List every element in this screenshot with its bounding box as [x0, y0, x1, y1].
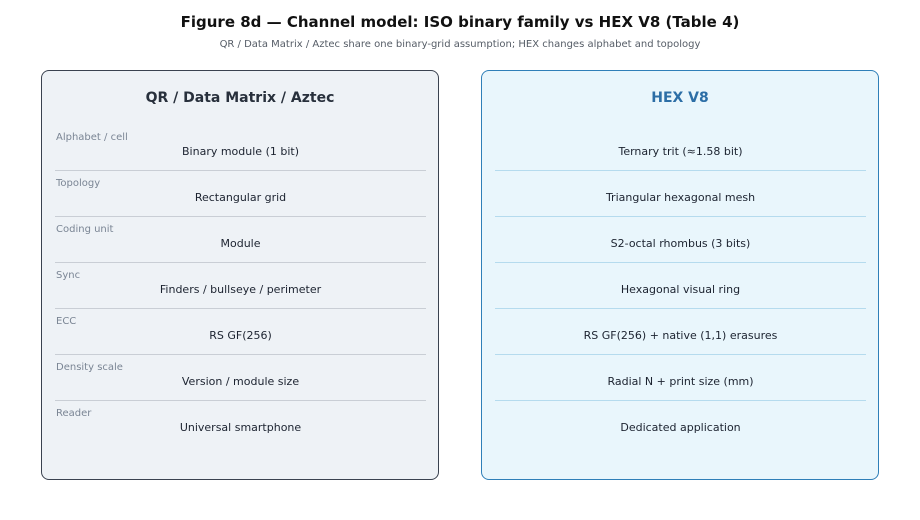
row-value: Dedicated application	[620, 421, 741, 434]
iso-panel-title: QR / Data Matrix / Aztec	[145, 90, 335, 106]
hex-row-alphabet	[495, 125, 866, 171]
hex-v8-panel	[481, 70, 879, 480]
hex-row-topology	[495, 171, 866, 217]
row-value: Radial N + print size (mm)	[607, 375, 754, 388]
iso-binary-family-panel	[41, 70, 439, 480]
row-value: Version / module size	[181, 375, 300, 388]
hex-row-ecc	[495, 309, 866, 355]
iso-row-density-scale	[55, 355, 426, 401]
hex-row-density-scale	[495, 355, 866, 401]
row-value: Rectangular grid	[194, 191, 287, 204]
iso-row-topology	[55, 171, 426, 217]
hex-row-reader	[495, 401, 866, 447]
row-value: Module	[220, 237, 261, 250]
row-value: Hexagonal visual ring	[620, 283, 741, 296]
iso-row-alphabet	[55, 125, 426, 171]
figure-subtitle: QR / Data Matrix / Aztec share one binary-grid assumption; HEX changes alphabet and topology	[219, 39, 701, 50]
row-key: Topology	[56, 178, 101, 189]
row-value: RS GF(256) + native (1,1) erasures	[583, 329, 778, 342]
figure-title: Figure 8d — Channel model: ISO binary family vs HEX V8 (Table 4)	[180, 13, 740, 31]
iso-row-sync	[55, 263, 426, 309]
iso-row-reader	[55, 401, 426, 447]
iso-attribute-list	[55, 125, 426, 447]
row-value: RS GF(256)	[209, 329, 272, 342]
row-value: Finders / bullseye / perimeter	[159, 283, 322, 296]
row-value: Universal smartphone	[179, 421, 302, 434]
iso-row-coding-unit	[55, 217, 426, 263]
row-key: Sync	[56, 270, 81, 281]
hex-panel-title: HEX V8	[651, 90, 709, 106]
row-value: Triangular hexagonal mesh	[605, 191, 756, 204]
row-key: ECC	[56, 316, 77, 327]
row-key: Coding unit	[56, 224, 114, 235]
hex-attribute-list	[495, 125, 866, 447]
row-value: Binary module (1 bit)	[182, 145, 299, 158]
iso-row-ecc	[55, 309, 426, 355]
row-value: S2-octal rhombus (3 bits)	[610, 237, 751, 250]
row-key: Density scale	[56, 362, 123, 373]
hex-row-sync	[495, 263, 866, 309]
row-key: Alphabet / cell	[56, 132, 128, 143]
row-key: Reader	[56, 408, 92, 419]
row-value: Ternary trit (≈1.58 bit)	[618, 145, 743, 158]
hex-row-coding-unit	[495, 217, 866, 263]
